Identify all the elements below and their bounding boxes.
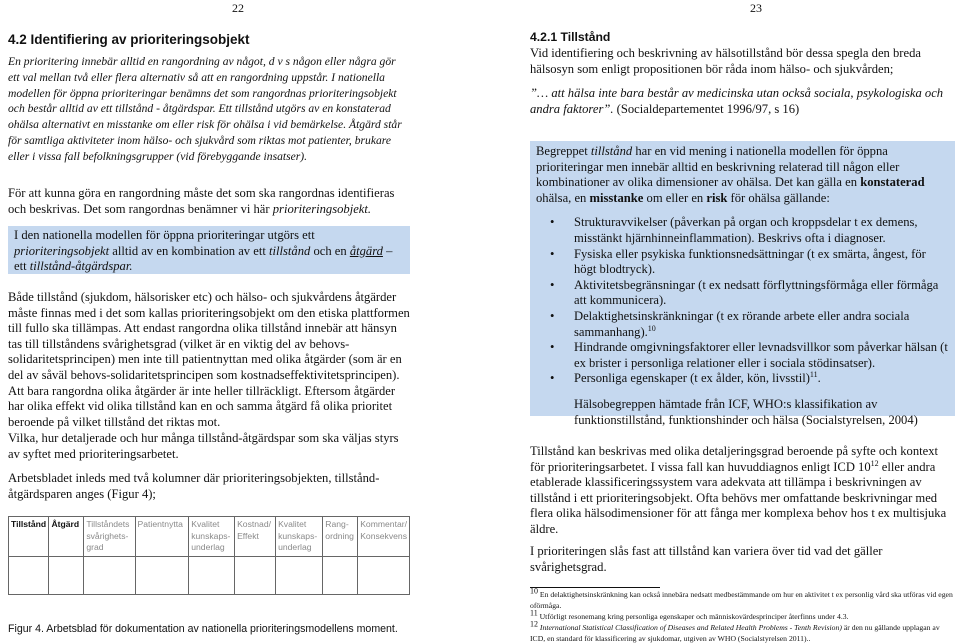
footnote <box>530 586 955 611</box>
list-item-text: Strukturavvikelser (påverkan på organ och kroppsdelar t ex demens, misstänkt hjärnhinneinflammation). Beskrivs ofta i diagnoser. <box>574 215 918 245</box>
paragraph-health-view: Vid identifiering och beskrivning av hälsotillstånd bör dessa spegla den breda hälsosyn som enligt propositionen bör råda inom hälso- och sjukvården; <box>530 46 921 76</box>
footnote-divider <box>530 587 660 588</box>
paragraph-detail-level <box>530 444 955 538</box>
bullet-icon: • <box>550 371 555 386</box>
paragraph-selection: Vilka, hur detaljerade och hur många tillstånd-åtgärdspar som ska väljas styrs av syftet med prioriteringsarbetet. <box>8 431 399 461</box>
page-number-left: 22 <box>232 1 244 15</box>
footnote-number: 10 <box>530 586 538 596</box>
footnote-number: 12 <box>530 619 538 629</box>
table-cell <box>276 556 323 594</box>
footnote-number: 11 <box>530 608 538 618</box>
box-text: ohälsa, en <box>536 190 590 205</box>
section-heading: 4.2 Identifiering av prioriteringsobjekt <box>8 32 250 47</box>
list-item <box>536 371 949 387</box>
emphasis: åtgärd <box>349 243 383 258</box>
table-header-cell: Åtgärd <box>49 517 84 557</box>
paragraph-rationale: Både tillstånd (sjukdom, hälsorisker etc) och hälso- och sjukvårdens åtgärder måste finnas med i det som kallas prioriteringsobjekt om den etiska plattformen till fullo ska tillämpas. Att endast rangordna olika tillstånd innebär att hänsyn tas till tillståndens svårighetsgrad (vilket är en viktig del av behovs-solidaritetsprincipen) men inte till patientnyttan med olika åtgärder (som är en del av såväl behovs-solidaritetsprincipen som kostnadseffektivitetsprincipen). Att bara rangordna olika åtgärder är inte heller tillräckligt. Eftersom åtgärder har olika effekt vid olika tillstånd kan en och samma åtgärd få olika prioritet beroende på vilket tillstånd det riktas mot. <box>8 290 410 429</box>
footnote <box>530 608 955 622</box>
box-text: för ohälsa gällande: <box>727 190 830 205</box>
bullet-icon: • <box>550 340 555 355</box>
quote-reference: (Socialdepartementet 1996/97, s 16) <box>613 101 800 116</box>
box-text: om eller en <box>643 190 707 205</box>
box-text: – ett <box>14 243 393 274</box>
bullet-icon: • <box>550 277 555 292</box>
subsection-heading: 4.2.1 Tillstånd <box>530 30 611 44</box>
table-cell <box>235 556 276 594</box>
footnote-text: Utförligt resonemang kring personliga egenskaper och människovärdesprinciper återfinns under 4.3. <box>537 612 849 621</box>
list-item <box>536 215 949 246</box>
footnote-text: är den nu gällande upplagan av ICD, en standard för klassificering av sjukdomar, utgiven av WHO (Socialstyrelsen 2011).. <box>530 623 940 643</box>
footnote-ref: 10 <box>647 323 656 333</box>
quote-text: ”… att hälsa inte bara består av medicinska utan också sociala, psykologiska och andra faktorer”. <box>530 86 944 116</box>
table-row <box>9 556 410 594</box>
list-item <box>536 340 949 371</box>
table-header-cell: Kvalitet kunskaps-underlag <box>189 517 235 557</box>
table-cell <box>323 556 358 594</box>
dimension-list <box>536 215 949 387</box>
table-cell <box>9 556 49 594</box>
list-item <box>536 247 949 278</box>
table-cell <box>358 556 410 594</box>
footnotes <box>530 586 955 644</box>
footnote-ref: 11 <box>809 370 818 380</box>
worksheet-table <box>8 516 410 595</box>
emphasis-bold: risk <box>706 190 728 205</box>
paragraph-text: För att kunna göra en rangordning måste det som ska rangordnas identifieras och beskrivas. Det som rangordnas benämner vi här <box>8 186 395 216</box>
figure-caption: Figur 4. Arbetsblad för dokumentation av nationella prioriteringsmodellens moment. <box>8 623 398 635</box>
table-header-cell: Tillståndets svårighets-grad <box>84 517 135 557</box>
bullet-icon: • <box>550 246 555 261</box>
list-item-text: Hindrande omgivningsfaktorer eller levnadsvillkor som påverkar hälsan (t ex brister i personliga relationer eller i sociala stödinsatser). <box>574 340 948 370</box>
box-text: Begreppet <box>536 144 591 158</box>
table-header-cell: Patientnytta <box>135 517 189 557</box>
emphasis-bold: misstanke <box>589 190 644 205</box>
bullet-icon: • <box>550 308 555 323</box>
table-header-cell: Kostnad/ Effekt <box>235 517 276 557</box>
emphasis: prioriteringsobjekt. <box>272 201 372 216</box>
list-item <box>536 278 949 309</box>
emphasis: prioriteringsobjekt <box>14 243 110 258</box>
list-item-text: Delaktighetsinskränkningar (t ex rörande arbete eller andra sociala sammanhang). <box>574 308 910 339</box>
paragraph-worksheet: Arbetsbladet inleds med två kolumner där prioriteringsobjekten, tillstånd-åtgärdsparen anges (Figur 4); <box>8 471 380 501</box>
table-cell <box>189 556 235 594</box>
box-paragraph <box>536 144 949 206</box>
paragraph-definition <box>8 186 410 217</box>
bullet-icon: • <box>550 215 555 230</box>
proposition-quote <box>530 86 955 117</box>
emphasis-bold: konstaterad <box>860 175 925 190</box>
list-item <box>536 309 949 340</box>
footnote-ref: 12 <box>870 458 879 468</box>
list-item-text: Personliga egenskaper (t ex ålder, kön, livsstil) <box>574 371 810 386</box>
definition-box <box>8 226 410 274</box>
paragraph-text: Tillstånd kan beskrivas med olika detaljeringsgrad beroende på syfte och kontext för prioriteringsarbetet. I vissa fall kan huvuddiagnos enligt ICD 10 <box>530 444 939 474</box>
table-header-cell: Kommentar/ Konsekvens <box>358 517 410 557</box>
intro-paragraph: En prioritering innebär alltid en rangordning av något, d v s någon eller några gör ett val mellan två eller flera alternativ så att en rangordning uppstår. I nationella modellen för öppna prioriteringar benämns det som rangordnas prioriteringsobjekt och består alltid av ett tillstånd - åtgärdspar. Ett tillstånd utgörs av en konstaterad ohälsa alternativt en misstanke om eller risk för ohälsa i vid bemärkelse. Åtgärd står för samtliga aktiviteter inom hälso- och sjukvård som riktas mot patienter, brukare eller i vissa fall befolkningsgrupper (vid förebyggande insatser). <box>8 55 402 163</box>
list-item-text: Fysiska eller psykiska funktionsnedsättningar (t ex smärta, ångest, för högt blodtryck). <box>574 246 926 277</box>
table-cell <box>135 556 189 594</box>
box-text: I den nationella modellen för öppna prioriteringar utgörs ett <box>14 228 315 242</box>
paragraph-text: eller andra etablerade klassificeringssystem vara adekvata att tillämpa i beskrivningen av tillstånd i ett prioriteringsobjekt. Ofta behövs mer omfattande beskrivningar med flera olika hälsodimensioner för att fånga mer komplexa behov hos t ex multisjuka äldre. <box>530 459 947 536</box>
table-header-cell: Rang-ordning <box>323 517 358 557</box>
emphasis: tillstånd <box>590 144 633 158</box>
table-cell <box>84 556 135 594</box>
box-text: har en vid mening i nationella modellen för öppna prioriteringar men innebär alltid en beskrivning relaterad till någon eller kombinationer av olika dimensioner av ohälsa. Det kan gälla en <box>536 144 900 190</box>
table-header-cell: Kvalitet kunskaps-underlag <box>276 517 323 557</box>
source-note: Hälsobegreppen hämtade från ICF, WHO:s klassifikation av funktionstillstånd, funktionshinder och hälsa (Socialstyrelsen, 2004) <box>574 396 918 427</box>
table-cell <box>49 556 84 594</box>
emphasis: tillstånd-åtgärdspar. <box>29 259 133 274</box>
page-number-right: 23 <box>750 1 762 15</box>
table-header-row <box>9 517 410 557</box>
paragraph-variation: I prioriteringen slås fast att tillstånd kan variera över tid vad det gäller svårighetsgrad. <box>530 544 883 574</box>
list-item-text: Aktivitetsbegränsningar (t ex nedsatt förflyttningsförmåga eller förmåga att kommunicera). <box>574 277 939 308</box>
box-text: och en <box>310 243 350 258</box>
condition-definition-box <box>530 141 955 427</box>
list-item-period: . <box>817 371 821 386</box>
footnote-title: International Statistical Classification of Diseases and Related Health Problems - Tenth Revision) <box>539 623 842 632</box>
footnote-text: En delaktighetsinskränkning kan också innebära nedsatt medbestämmande om hur en aktivitet t ex personlig vård ska utföras vid egen oförmåga. <box>530 590 953 610</box>
emphasis: tillstånd <box>269 243 311 258</box>
table-header-cell: Tillstånd <box>9 517 49 557</box>
box-text: alltid av en kombination av ett <box>109 243 269 258</box>
